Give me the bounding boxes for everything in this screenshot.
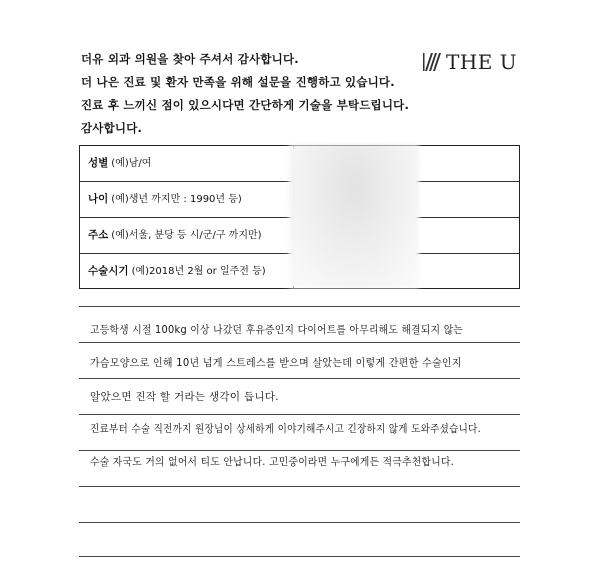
- handwritten-line: 고등학생 시절 100kg 이상 나갔던 후유증인지 다이어트를 아무리해도 해결되지 않는: [90, 324, 464, 336]
- intro-line: 진료 후 느끼신 점이 있으시다면 간단하게 기술을 부탁드립니다.: [81, 98, 410, 112]
- logo-text: THE U: [446, 50, 518, 74]
- form-hint: (예)남/여: [111, 158, 152, 169]
- form-label: 주소: [88, 229, 109, 241]
- ruled-line: [79, 378, 520, 379]
- ruled-line: [79, 414, 520, 415]
- ruled-line: [79, 486, 520, 487]
- intro-line: 더 나은 진료 및 환자 만족을 위해 설문을 진행하고 있습니다.: [81, 75, 395, 89]
- handwritten-line: 가슴모양으로 인해 10년 넘게 스트레스를 받으며 살았는데 이렇게 간편한 수술인지: [90, 357, 462, 369]
- redacted-blur: [289, 145, 419, 288]
- clinic-logo: [423, 50, 517, 74]
- handwritten-line: 진료부터 수술 직전까지 원장님이 상세하게 이야기해주시고 긴장하지 않게 도와주셨습니다.: [90, 423, 481, 435]
- form-hint: (예)2018년 2월 or 일주전 등): [131, 266, 266, 277]
- ruled-line: [79, 342, 520, 343]
- ruled-line: [79, 306, 520, 307]
- form-label-cell: [80, 218, 294, 252]
- form-label: 나이: [88, 193, 109, 205]
- intro-line: 감사합니다.: [81, 121, 143, 135]
- form-label: 성별: [88, 157, 109, 169]
- ruled-line: [79, 556, 520, 557]
- logo-slash-icon: [423, 53, 443, 71]
- intro-line: 더유 외과 의원을 찾아 주셔서 감사합니다.: [81, 52, 299, 66]
- form-label-cell: [80, 254, 294, 288]
- intro-text: [81, 48, 481, 140]
- form-label: 수술시기: [88, 265, 129, 277]
- form-label-cell: [80, 146, 294, 181]
- ruled-line: [79, 450, 520, 451]
- form-label-cell: [80, 182, 294, 216]
- handwritten-line: 수술 자국도 거의 없어서 티도 안납니다. 고민중이라면 누구에게든 적극추천합니다.: [90, 456, 455, 468]
- form-hint: (예)서울, 분당 등 시/군/구 까지만): [111, 230, 262, 241]
- form-hint: (예)생년 까지만 : 1990년 등): [111, 194, 242, 205]
- ruled-line: [79, 522, 520, 523]
- handwritten-line: 알았으면 진작 할 거라는 생각이 듭니다.: [90, 391, 279, 403]
